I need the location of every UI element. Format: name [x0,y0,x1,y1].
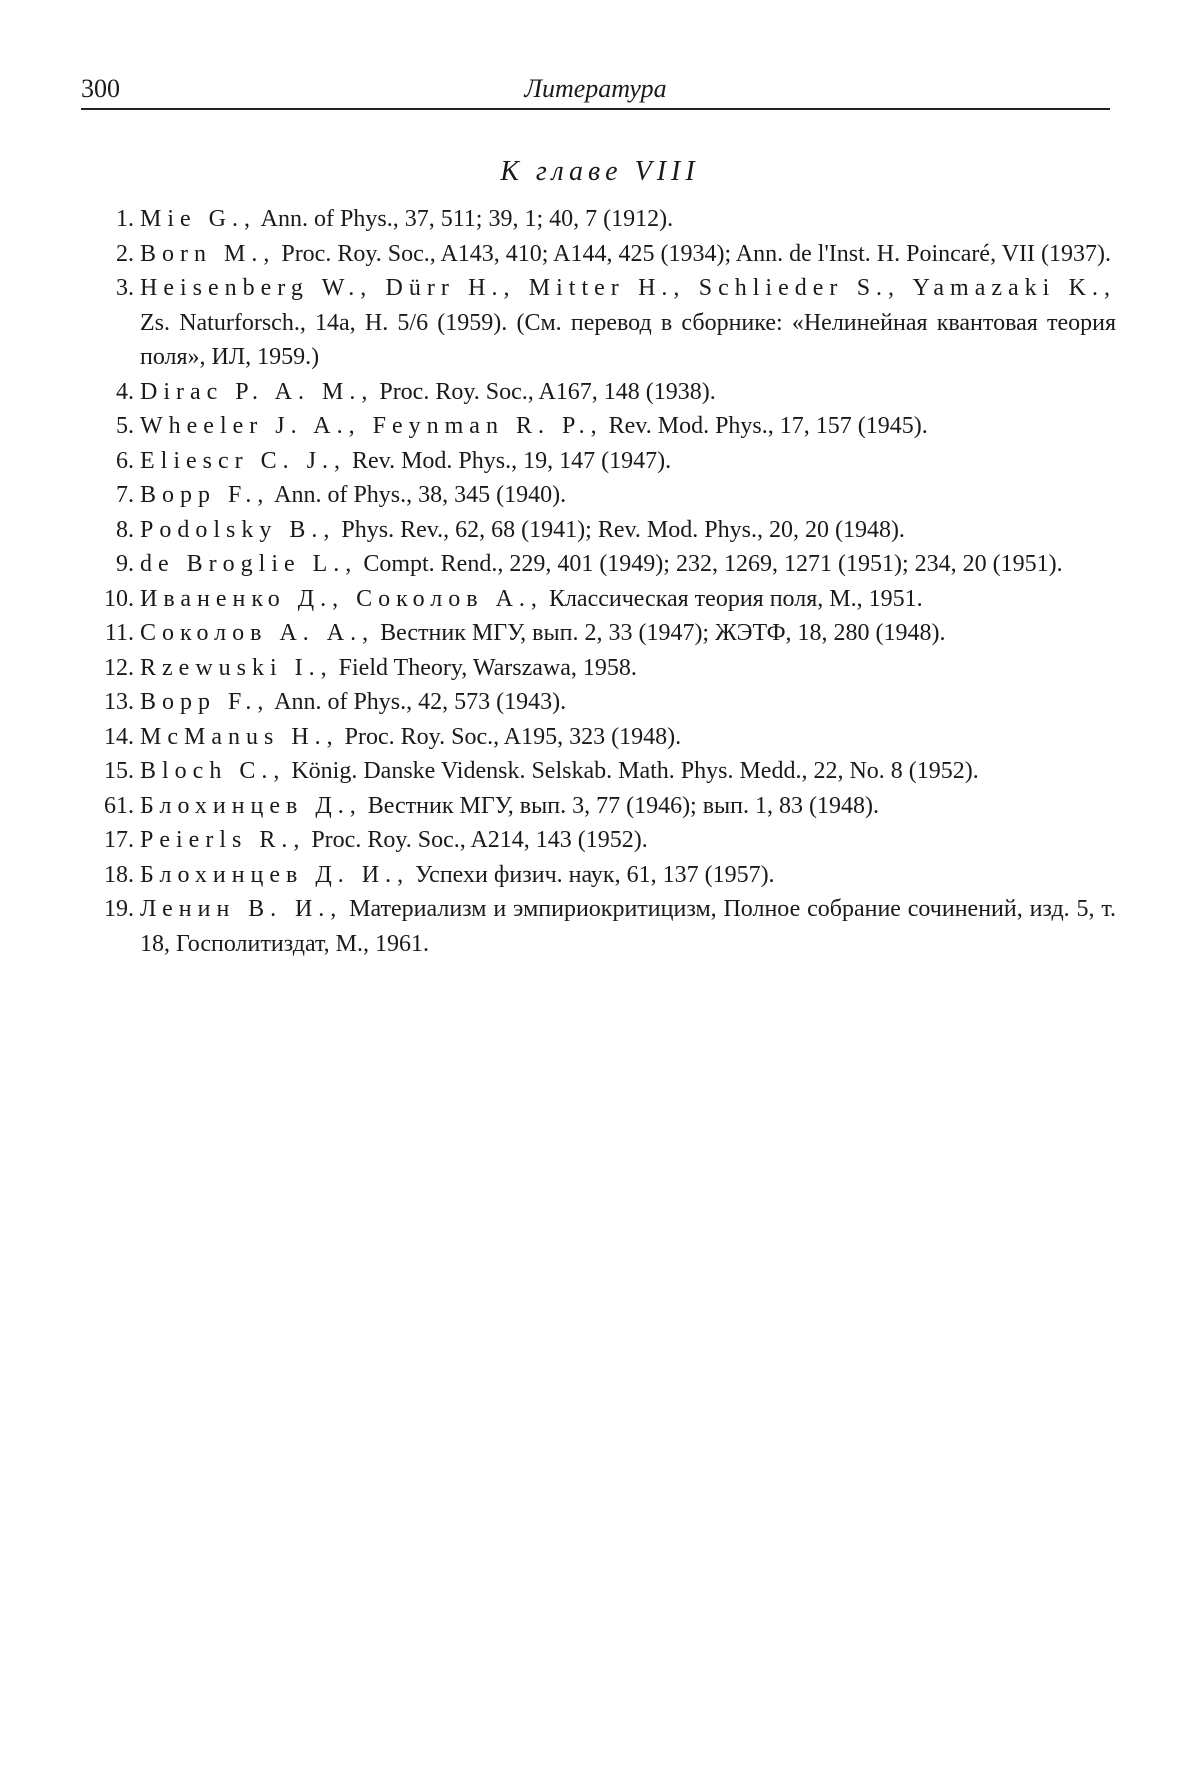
reference-item [76,375,1116,410]
reference-number: 5. [116,413,134,439]
reference-item [76,202,1116,237]
reference-author: McManus H., [140,723,339,750]
reference-author: Иваненко Д., Соколов А., [140,585,543,612]
reference-text: Ann. of Phys., 37, 511; 39, 1; 40, 7 (1912). [256,206,674,232]
reference-number: 61. [104,792,134,819]
reference-author: Wheeler J. A., Feynman R. P., [140,413,603,439]
reference-item [76,513,1116,548]
reference-text: König. Danske Vidensk. Selskab. Math. Phys. Medd., 22, No. 8 (1952). [285,758,979,784]
reference-text: Материализм и эмпириокритицизм, Полное собрание сочинений, изд. 5, т. 18, Госполитиздат, М., 1961. [140,896,1117,957]
running-head [81,74,1110,110]
reference-item [76,271,1116,375]
reference-number: 11. [104,620,134,646]
reference-author: Ленин В. И., [140,896,343,922]
reference-number: 18. [104,861,134,888]
reference-item [76,789,1116,824]
reference-number: 1. [116,206,134,232]
reference-number: 4. [116,378,134,405]
reference-text: Zs. Naturforsch., 14a, H. 5/6 (1959). (См. перевод в сборнике: «Нелинейная квантовая теория поля», ИЛ, 1959.) [140,309,1116,370]
reference-text: Вестник МГУ, вып. 3, 77 (1946); вып. 1, 83 (1948). [361,792,880,819]
reference-text: Compt. Rend., 229, 401 (1949); 232, 1269, 1271 (1951); 234, 20 (1951). [357,551,1063,577]
reference-author: Rzewuski I., [140,654,333,681]
reference-number: 7. [116,482,134,508]
reference-text: Вестник МГУ, вып. 2, 33 (1947); ЖЭТФ, 18, 280 (1948). [374,620,946,646]
reference-author: de Broglie L., [140,551,358,577]
reference-author: Heisenberg W., Dürr H., Mitter H., Schlieder S., Yamazaki K., [140,275,1116,301]
chapter-heading: К главе VIII [500,156,700,187]
reference-item [76,478,1116,513]
reference-item [76,547,1116,582]
reference-number: 9. [116,551,134,577]
reference-author: Mie G., [140,206,256,232]
reference-item [76,616,1116,651]
reference-text: Proc. Roy. Soc., A195, 323 (1948). [338,723,682,750]
reference-author: Блохинцев Д., [140,792,362,819]
reference-text: Phys. Rev., 62, 68 (1941); Rev. Mod. Phys., 20, 20 (1948). [335,516,905,543]
reference-item [76,892,1116,961]
reference-author: Bopp F., [140,689,270,715]
reference-number: 19. [104,896,134,922]
reference-author: Dirac P. A. M., [140,378,374,405]
reference-text: Field Theory, Warszawa, 1958. [332,654,637,681]
reference-item [76,685,1116,720]
reference-number: 12. [104,654,134,681]
reference-author: Peierls R., [140,827,306,853]
reference-author: Блохинцев Д. И., [140,861,410,888]
reference-number: 15. [104,758,134,784]
reference-text: Успехи физич. наук, 61, 137 (1957). [409,861,775,888]
reference-text: Rev. Mod. Phys., 17, 157 (1945). [602,413,928,439]
reference-number: 17. [104,827,134,853]
reference-author: Podolsky B., [140,516,336,543]
reference-item [76,582,1116,617]
reference-author: Born M., [140,240,276,267]
reference-author: Соколов А. А., [140,620,375,646]
reference-text: Ann. of Phys., 42, 573 (1943). [269,689,567,715]
reference-number: 8. [116,516,134,543]
reference-list [76,202,1116,961]
reference-number: 3. [116,275,134,301]
reference-text: Proc. Roy. Soc., A143, 410; A144, 425 (1934); Ann. de l'Inst. H. Poincaré, VII (1937). [275,240,1111,267]
reference-number: 13. [104,689,134,715]
reference-text: Ann. of Phys., 38, 345 (1940). [269,482,567,508]
reference-text: Rev. Mod. Phys., 19, 147 (1947). [345,447,672,474]
reference-item [76,754,1116,789]
reference-item [76,651,1116,686]
reference-text: Классическая теория поля, М., 1951. [542,585,923,612]
reference-author: Bopp F., [140,482,270,508]
reference-item [76,237,1116,272]
reference-number: 2. [116,240,134,267]
reference-number: 14. [104,723,134,750]
page-number: 300 [81,74,120,103]
reference-number: 6. [116,447,134,474]
reference-item [76,858,1116,893]
reference-author: Eliescr C. J., [140,447,346,474]
reference-author: Bloch C., [140,758,286,784]
reference-item [76,823,1116,858]
reference-item [76,444,1116,479]
running-head-title: Литература [524,74,667,103]
reference-text: Proc. Roy. Soc., A167, 148 (1938). [373,378,716,405]
reference-item [76,409,1116,444]
reference-text: Proc. Roy. Soc., A214, 143 (1952). [305,827,648,853]
reference-item [76,720,1116,755]
reference-number: 10. [104,585,134,612]
